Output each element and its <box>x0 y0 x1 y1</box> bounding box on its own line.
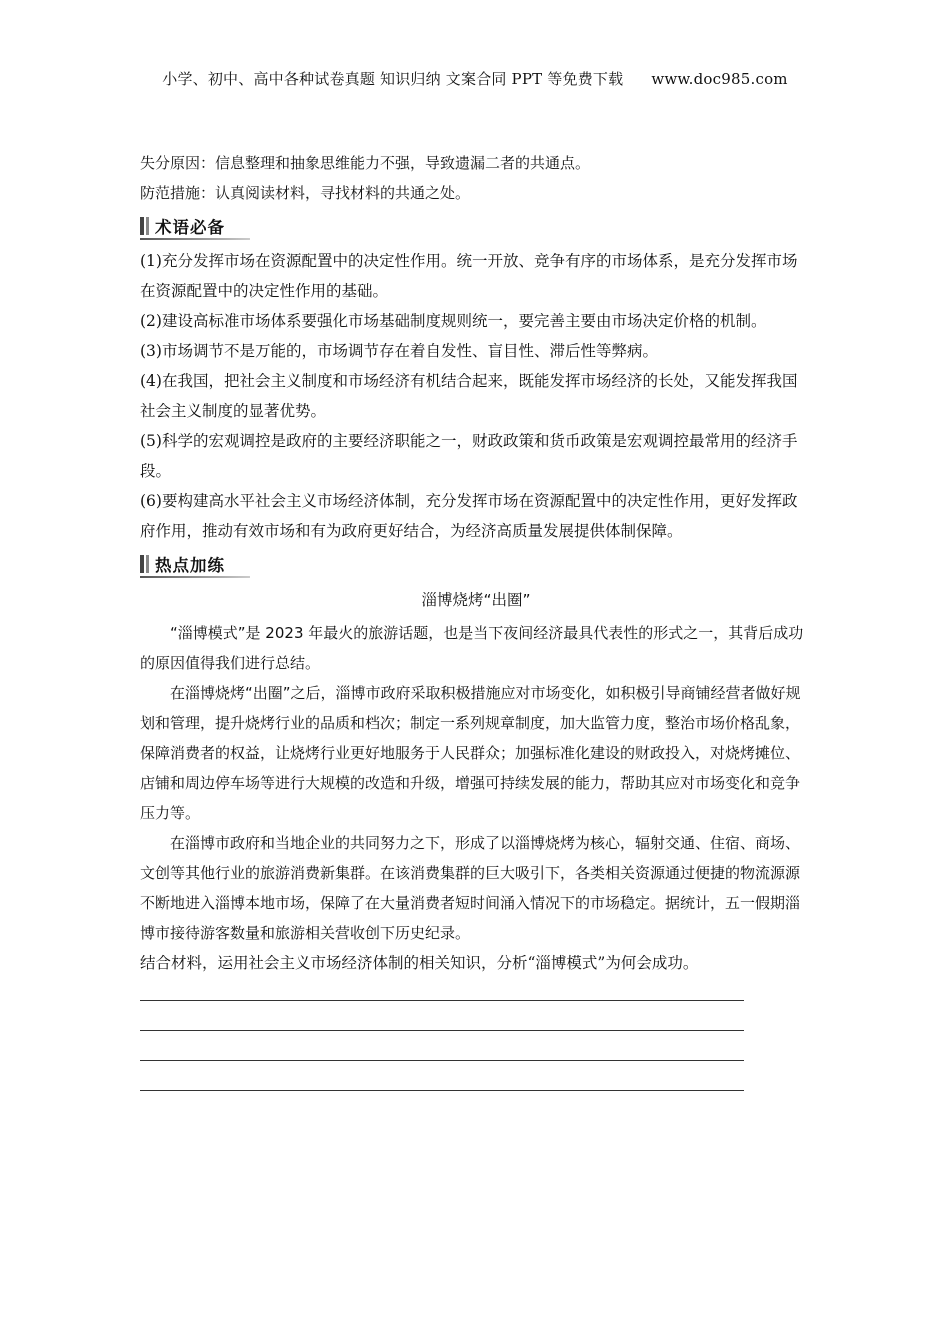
article-paragraph-3: 在淄博市政府和当地企业的共同努力之下，形成了以淄博烧烤为核心，辐射交通、住宿、商场、文创等其他行业的旅游消费新集群。在该消费集群的巨大吸引下，各类相关资源通过便捷的物流源源不断地进入淄博本地市场，保障了在大量消费者短时间涌入情况下的市场稳定。据统计，五一假期淄博市接待游客数量和旅游相关营收创下历史纪录。 <box>140 834 801 942</box>
article-title: 淄博烧烤“出圈” <box>421 591 531 609</box>
header-url[interactable]: www.doc985.com <box>651 70 788 88</box>
section-marker-icon <box>140 555 149 573</box>
article-paragraph-1: “淄博模式”是 2023 年最火的旅游话题，也是当下夜间经济最具代表性的形式之一，其背后成功的原因值得我们进行总结。 <box>140 624 804 672</box>
term-item-2: (2)建设高标准市场体系要强化市场基础制度规则统一，要完善主要由市场决定价格的机制。 <box>140 312 767 330</box>
page-content <box>140 148 812 1091</box>
term-item-6: (6)要构建高水平社会主义市场经济体制，充分发挥市场在资源配置中的决定性作用，更好发挥政府作用，推动有效市场和有为政府更好结合，为经济高质量发展提供体制保障。 <box>140 492 798 540</box>
question-prompt: 结合材料，运用社会主义市场经济体制的相关知识，分析“淄博模式”为何会成功。 <box>140 954 699 972</box>
term-item-3: (3)市场调节不是万能的，市场调节存在着自发性、盲目性、滞后性等弊病。 <box>140 342 658 360</box>
page-header <box>0 68 950 89</box>
header-text: 小学、初中、高中各种试卷真题 知识归纳 文案合同 PPT 等免费下载 <box>162 70 624 88</box>
terms-section-heading <box>140 214 246 238</box>
prevention-measure: 防范措施：认真阅读材料，寻找材料的共通之处。 <box>140 184 471 202</box>
term-item-5: (5)科学的宏观调控是政府的主要经济职能之一，财政政策和货币政策是宏观调控最常用的经济手段。 <box>140 432 798 480</box>
loss-reason: 失分原因：信息整理和抽象思维能力不强，导致遗漏二者的共通点。 <box>140 154 591 172</box>
terms-section-title: 术语必备 <box>155 218 225 237</box>
article-body <box>140 618 812 948</box>
answer-line[interactable] <box>140 1030 744 1031</box>
answer-line[interactable] <box>140 1060 744 1061</box>
term-item-1: (1)充分发挥市场在资源配置中的决定性作用。统一开放、竞争有序的市场体系，是充分发挥市场在资源配置中的决定性作用的基础。 <box>140 252 798 300</box>
practice-section-title: 热点加练 <box>155 556 225 575</box>
answer-line[interactable] <box>140 1000 744 1001</box>
answer-line[interactable] <box>140 1090 744 1091</box>
section-marker-icon <box>140 217 149 235</box>
practice-section-heading <box>140 552 246 576</box>
term-item-4: (4)在我国，把社会主义制度和市场经济有机结合起来，既能发挥市场经济的长处，又能发挥我国社会主义制度的显著优势。 <box>140 372 798 420</box>
article-paragraph-2: 在淄博烧烤“出圈”之后，淄博市政府采取积极措施应对市场变化，如积极引导商铺经营者做好规划和管理，提升烧烤行业的品质和档次；制定一系列规章制度，加大监管力度，整治市场价格乱象，保障消费者的权益，让烧烤行业更好地服务于人民群众；加强标准化建设的财政投入，对烧烤摊位、店铺和周边停车场等进行大规模的改造和升级，增强可持续发展的能力，帮助其应对市场变化和竞争压力等。 <box>140 684 801 822</box>
